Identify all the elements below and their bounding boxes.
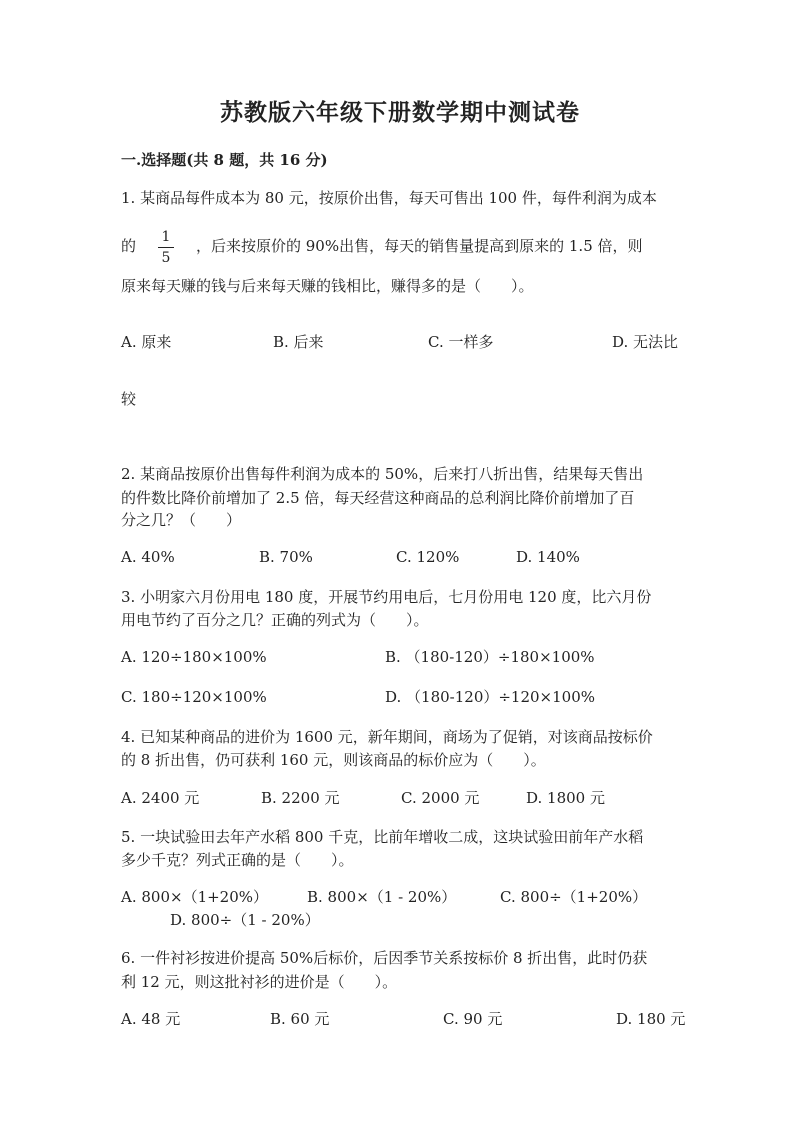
q5-option-b[interactable]: B. 800×（1 - 20%） [307, 888, 457, 906]
section-heading: 一.选择题(共 8 题，共 16 分) [121, 151, 328, 169]
q2-line-3: 分之几？（ ） [121, 511, 242, 529]
q6-option-d[interactable]: D. 180 元 [616, 1010, 686, 1028]
q1-line-3: 原来每天赚的钱与后来每天赚的钱相比，赚得多的是（ ）。 [121, 277, 534, 295]
q1-option-c[interactable]: C. 一样多 [428, 333, 494, 351]
q2-option-c[interactable]: C. 120% [396, 548, 460, 566]
q2-option-b[interactable]: B. 70% [259, 548, 313, 566]
q4-option-c[interactable]: C. 2000 元 [401, 789, 480, 807]
q3-line-1: 3. 小明家六月份用电 180 度，开展节约用电后，七月份用电 120 度，比六月份 [121, 588, 652, 606]
q1-option-a[interactable]: A. 原来 [121, 333, 172, 351]
q4-line-2: 的 8 折出售，仍可获利 160 元，则该商品的标价应为（ ）。 [121, 751, 546, 769]
q1-line-2-post: ，后来按原价的 90%出售，每天的销售量提高到原来的 1.5 倍，则 [196, 237, 643, 255]
q6-option-a[interactable]: A. 48 元 [121, 1010, 181, 1028]
q3-line-2: 用电节约了百分之几？正确的列式为（ ）。 [121, 611, 429, 629]
q1-line-1: 1. 某商品每件成本为 80 元，按原价出售，每天可售出 100 件，每件利润为成本 [121, 189, 657, 207]
q2-option-a[interactable]: A. 40% [121, 548, 175, 566]
q3-option-d[interactable]: D. （180-120）÷120×100% [385, 688, 596, 706]
q2-option-d[interactable]: D. 140% [516, 548, 580, 566]
q3-option-c[interactable]: C. 180÷120×100% [121, 688, 267, 706]
q1-option-d-wrap: 较 [121, 390, 137, 408]
q5-option-d[interactable]: D. 800÷（1 - 20%） [170, 911, 320, 929]
q1-fraction [158, 229, 174, 266]
q6-option-c[interactable]: C. 90 元 [443, 1010, 503, 1028]
q4-option-b[interactable]: B. 2200 元 [261, 789, 340, 807]
q3-option-b[interactable]: B. （180-120）÷180×100% [385, 648, 595, 666]
q6-line-2: 利 12 元，则这批衬衫的进价是（ ）。 [121, 973, 398, 991]
q1-option-d[interactable]: D. 无法比 [612, 333, 679, 351]
q1-option-b[interactable]: B. 后来 [273, 333, 324, 351]
q4-line-1: 4. 已知某种商品的进价为 1600 元，新年期间，商场为了促销，对该商品按标价 [121, 728, 653, 746]
q6-line-1: 6. 一件衬衫按进价提高 50%后标价，后因季节关系按标价 8 折出售，此时仍获 [121, 949, 648, 967]
q5-line-2: 多少千克？列式正确的是（ ）。 [121, 851, 354, 869]
q2-line-2: 的件数比降价前增加了 2.5 倍，每天经营这种商品的总利润比降价前增加了百 [121, 489, 635, 507]
fraction-numerator: 1 [161, 229, 171, 245]
q4-option-a[interactable]: A. 2400 元 [121, 789, 200, 807]
q6-option-b[interactable]: B. 60 元 [270, 1010, 330, 1028]
page-title: 苏教版六年级下册数学期中测试卷 [220, 99, 580, 126]
q5-option-c[interactable]: C. 800÷（1+20%） [500, 888, 648, 906]
fraction-bar [158, 247, 174, 248]
q4-option-d[interactable]: D. 1800 元 [526, 789, 605, 807]
q1-line-2-pre: 的 [121, 237, 137, 255]
q5-option-a[interactable]: A. 800×（1+20%） [121, 888, 269, 906]
q2-line-1: 2. 某商品按原价出售每件利润为成本的 50%，后来打八折出售，结果每天售出 [121, 465, 644, 483]
q3-option-a[interactable]: A. 120÷180×100% [121, 648, 267, 666]
fraction-denominator: 5 [161, 250, 171, 266]
q5-line-1: 5. 一块试验田去年产水稻 800 千克，比前年增收二成，这块试验田前年产水稻 [121, 828, 644, 846]
